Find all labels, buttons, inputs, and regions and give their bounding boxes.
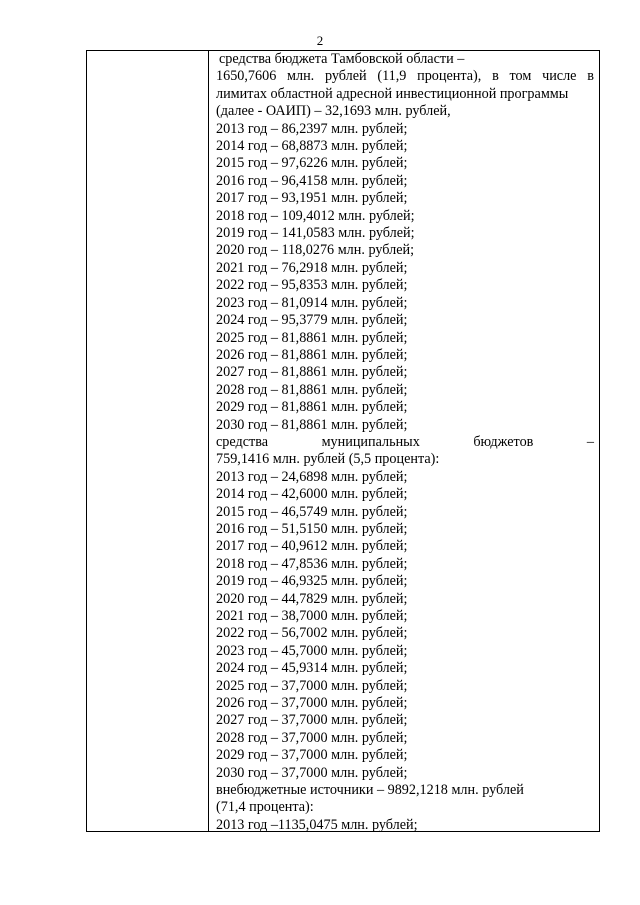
oblast-year-line: 2015 год – 97,6226 млн. рублей; [216,155,408,172]
municipal-year-line: 2029 год – 37,7000 млн. рублей; [216,747,408,764]
oblast-year-line: 2020 год – 118,0276 млн. рублей; [216,242,415,259]
summary-word: процента), [417,68,482,85]
municipal-year-line: 2027 год – 37,7000 млн. рублей; [216,712,408,729]
column-divider [208,51,209,831]
municipal-year-line: 2020 год – 44,7829 млн. рублей; [216,590,408,607]
municipal-year-line: 2019 год – 46,9325 млн. рублей; [216,573,408,590]
heading-word: муниципальных [321,433,420,450]
municipal-budget-summary: 759,1416 млн. рублей (5,5 процента): [216,451,440,468]
oblast-year-line: 2014 год – 68,8873 млн. рублей; [216,138,408,155]
oblast-year-line: 2018 год – 109,4012 млн. рублей; [216,207,415,224]
summary-word: числе [542,68,577,85]
oblast-year-line: 2022 год – 95,8353 млн. рублей; [216,277,408,294]
heading-word: – [586,433,594,450]
oblast-year-line: 2024 год – 95,3779 млн. рублей; [216,312,408,329]
oblast-budget-summary-line: лимитах областной адресной инвестиционной программы [216,85,569,102]
municipal-year-line: 2022 год – 56,7002 млн. рублей; [216,625,408,642]
heading-word: средства [216,433,269,450]
oblast-year-line: 2029 год – 81,8861 млн. рублей; [216,399,408,416]
oblast-year-line: 2021 год – 76,2918 млн. рублей; [216,259,408,276]
oblast-budget-heading: средства бюджета Тамбовской области – [219,51,465,67]
oblast-year-line: 2025 год – 81,8861 млн. рублей; [216,329,408,346]
oblast-year-line: 2016 год – 96,4158 млн. рублей; [216,172,408,189]
oblast-year-line: 2023 год – 81,0914 млн. рублей; [216,294,408,311]
summary-word: млн. [287,68,315,85]
oblast-year-line: 2028 год – 81,8861 млн. рублей; [216,381,408,398]
municipal-year-line: 2016 год – 51,5150 млн. рублей; [216,520,408,537]
municipal-year-line: 2021 год – 38,7000 млн. рублей; [216,608,408,624]
municipal-budget-heading [216,434,594,451]
oblast-year-line: 2013 год – 86,2397 млн. рублей; [216,120,408,137]
oblast-budget-summary-line [216,68,594,85]
extrabudgetary-year-line: 2013 год –1135,0475 млн. рублей; [216,816,418,833]
oblast-year-line: 2017 год – 93,1951 млн. рублей; [216,190,408,207]
municipal-year-line: 2015 год – 46,5749 млн. рублей; [216,503,408,520]
oblast-year-line: 2019 год – 141,0583 млн. рублей; [216,225,415,242]
summary-word: в [587,68,594,85]
municipal-year-line: 2017 год – 40,9612 млн. рублей; [216,538,408,555]
municipal-year-line: 2023 год – 45,7000 млн. рублей; [216,642,408,659]
program-table [86,50,600,832]
summary-word: том [509,68,532,85]
municipal-year-line: 2028 год – 37,7000 млн. рублей; [216,729,408,746]
financing-cell [216,51,594,834]
extrabudgetary-heading: внебюджетные источники – 9892,1218 млн. рублей [216,782,524,799]
summary-word: в [492,68,499,85]
summary-word: (11,9 [377,68,407,85]
municipal-year-line: 2013 год – 24,6898 млн. рублей; [216,468,408,485]
municipal-year-line: 2030 год – 37,7000 млн. рублей; [216,764,408,781]
oblast-year-line: 2027 год – 81,8861 млн. рублей; [216,364,408,381]
extrabudgetary-percent: (71,4 процента): [216,799,314,816]
oblast-year-line: 2026 год – 81,8861 млн. рублей; [216,346,408,363]
page-number: 2 [316,33,324,48]
oblast-year-line: 2030 год – 81,8861 млн. рублей; [216,416,408,433]
heading-word: бюджетов [473,433,534,450]
municipal-year-line: 2014 год – 42,6000 млн. рублей; [216,486,408,503]
summary-word: 1650,7606 [216,68,277,85]
municipal-year-line: 2026 год – 37,7000 млн. рублей; [216,695,408,712]
oblast-budget-summary-line: (далее - ОАИП) – 32,1693 млн. рублей, [216,103,451,120]
municipal-year-line: 2024 год – 45,9314 млн. рублей; [216,660,408,677]
municipal-year-line: 2025 год – 37,7000 млн. рублей; [216,677,408,694]
summary-word: рублей [324,68,367,85]
municipal-year-line: 2018 год – 47,8536 млн. рублей; [216,555,408,572]
